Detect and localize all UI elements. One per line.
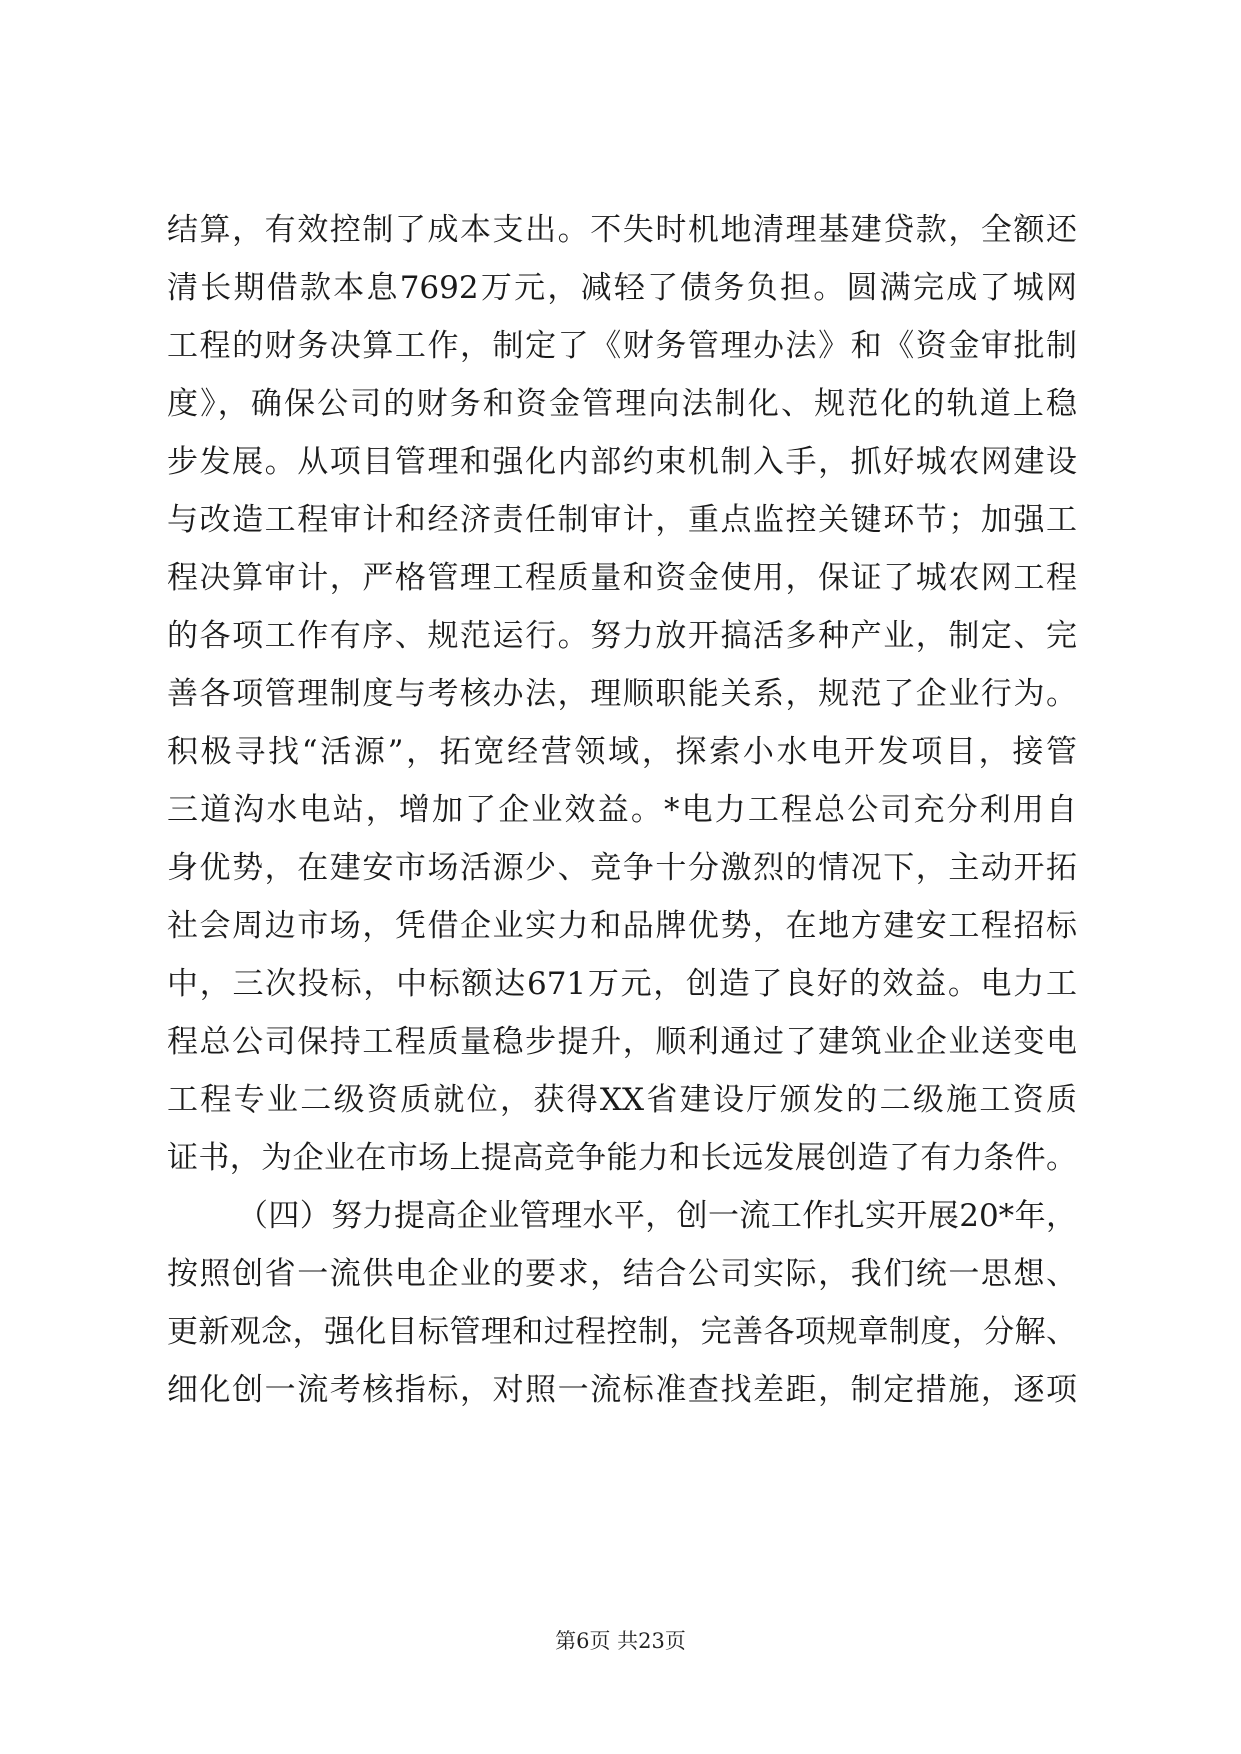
body-line-2: 清长期借款本息7692万元，减轻了债务负担。圆满完成了城网 [167, 270, 1077, 306]
body-line-5: 步发展。从项目管理和强化内部约束机制入手，抓好城农网建设 [167, 444, 1077, 480]
body-line-6: 与改造工程审计和经济责任制审计，重点监控关键环节；加强工 [167, 502, 1077, 538]
body-line-3: 工程的财务决算工作，制定了《财务管理办法》和《资金审批制 [167, 328, 1077, 364]
body-line-11: 三道沟水电站，增加了企业效益。*电力工程总公司充分利用自 [167, 792, 1077, 828]
body-line-7: 程决算审计，严格管理工程质量和资金使用，保证了城农网工程 [167, 560, 1077, 596]
body-line-12: 身优势，在建安市场活源少、竞争十分激烈的情况下，主动开拓 [167, 850, 1077, 886]
body-line-14: 中，三次投标，中标额达671万元，创造了良好的效益。电力工 [167, 966, 1077, 1002]
body-line-10: 积极寻找“活源”，拓宽经营领域，探索小水电开发项目，接管 [167, 734, 1077, 770]
body-line-9: 善各项管理制度与考核办法，理顺职能关系，规范了企业行为。 [167, 676, 1077, 712]
body-line-16: 工程专业二级资质就位，获得XX省建设厅颁发的二级施工资质 [167, 1082, 1077, 1118]
body-line-21: 细化创一流考核指标，对照一流标准查找差距，制定措施，逐项 [167, 1372, 1077, 1408]
body-line-15: 程总公司保持工程质量稳步提升，顺利通过了建筑业企业送变电 [167, 1024, 1077, 1060]
section-heading-line: （四）努力提高企业管理水平，创一流工作扎实开展20*年， [237, 1198, 1077, 1234]
body-line-4: 度》，确保公司的财务和资金管理向法制化、规范化的轨道上稳 [167, 386, 1077, 422]
body-line-1: 结算，有效控制了成本支出。不失时机地清理基建贷款，全额还 [167, 212, 1077, 248]
page-footer: 第6页 共23页 [555, 1629, 686, 1653]
body-line-17: 证书，为企业在市场上提高竞争能力和长远发展创造了有力条件。 [167, 1140, 1077, 1176]
body-line-19: 按照创省一流供电企业的要求，结合公司实际，我们统一思想、 [167, 1256, 1077, 1292]
body-line-13: 社会周边市场，凭借企业实力和品牌优势，在地方建安工程招标 [167, 908, 1077, 944]
body-line-20: 更新观念，强化目标管理和过程控制，完善各项规章制度，分解、 [167, 1314, 1077, 1350]
body-line-8: 的各项工作有序、规范运行。努力放开搞活多种产业，制定、完 [167, 618, 1077, 654]
